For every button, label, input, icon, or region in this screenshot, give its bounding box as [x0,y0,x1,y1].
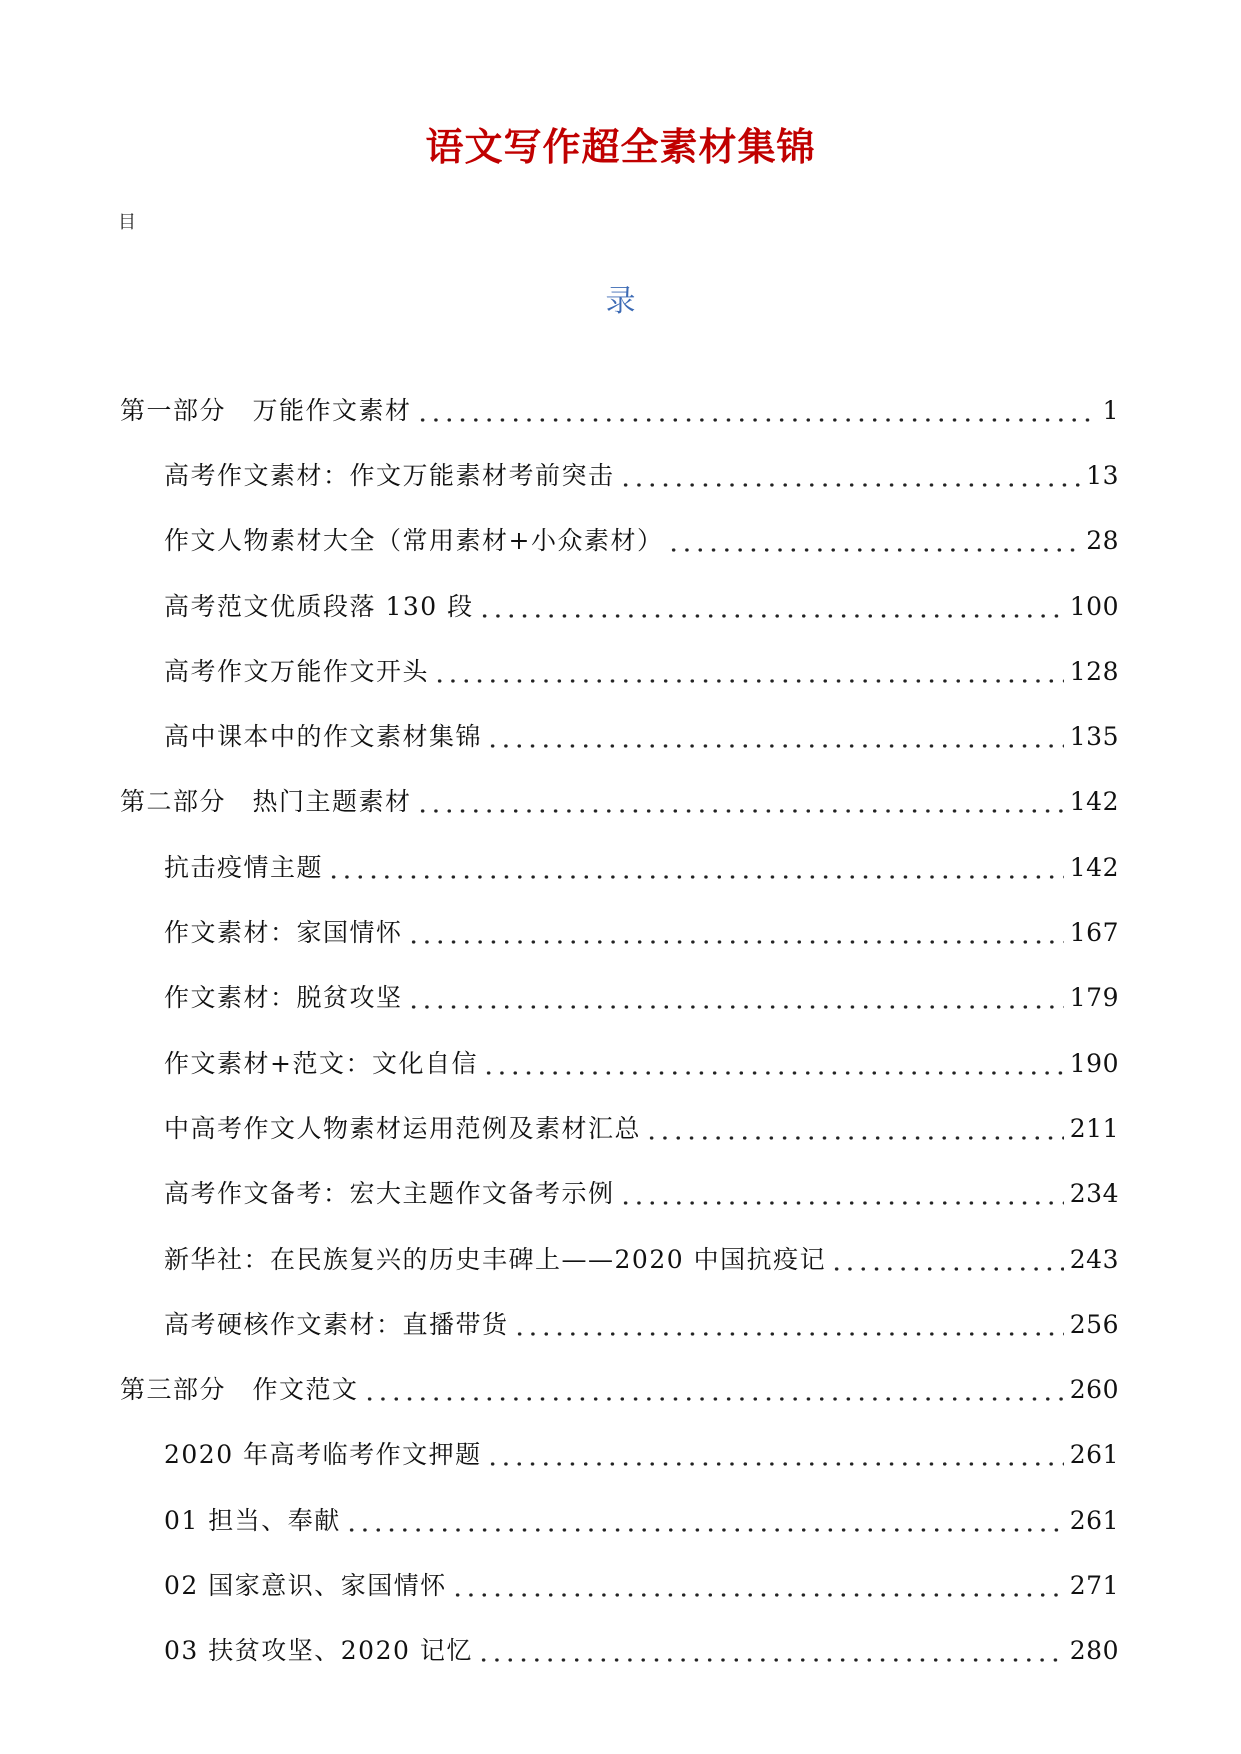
toc-dot-leader [482,1069,1064,1077]
toc-dot-leader [667,546,1080,554]
toc-dot-leader [645,1134,1064,1142]
toc-dot-leader [477,1656,1064,1664]
toc-page-number: 261 [1069,1440,1119,1470]
toc-dot-leader [486,1460,1064,1468]
toc-dot-leader [478,612,1064,620]
toc-page-number: 142 [1069,852,1119,882]
toc-entry-title: 新华社：在民族复兴的历史丰碑上——2020 中国抗疫记 [164,1244,827,1274]
toc-entry[interactable] [0,1096,1241,1161]
toc-entry-title: 作文素材+范文：文化自信 [164,1048,478,1078]
toc-entry-title: 抗击疫情主题 [164,852,324,882]
toc-dot-leader [407,1003,1064,1011]
toc-entry[interactable] [0,1619,1241,1684]
toc-page-number: 28 [1086,526,1119,556]
toc-page-number: 234 [1069,1179,1119,1209]
toc-page-number: 271 [1069,1570,1119,1600]
document-title: 语文写作超全素材集锦 [425,124,816,169]
toc-entry-title: 第一部分 万能作文素材 [120,395,412,425]
toc-entry[interactable] [0,639,1241,704]
toc-dot-leader [451,1591,1064,1599]
toc-entry[interactable] [0,1162,1241,1227]
toc-entry-title: 高考作文素材：作文万能素材考前突击 [164,460,615,490]
toc-entry[interactable] [0,1292,1241,1357]
toc-entry-title: 02 国家意识、家国情怀 [164,1570,447,1600]
toc-entry[interactable] [0,900,1241,965]
toc-entry-title: 高考作文万能作文开头 [164,656,430,686]
toc-page-number: 260 [1069,1375,1119,1405]
toc-heading-part1: 目 [118,212,136,233]
toc-entry[interactable] [0,443,1241,508]
toc-page-number: 179 [1069,983,1119,1013]
table-of-contents [0,378,1241,1684]
toc-page-number: 167 [1069,918,1119,948]
toc-entry-title: 03 扶贫攻坚、2020 记忆 [164,1636,473,1666]
toc-entry-title: 作文人物素材大全（常用素材+小众素材） [164,526,664,556]
toc-page-number: 1 [1102,395,1119,425]
toc-dot-leader [619,1199,1064,1207]
toc-dot-leader [407,938,1064,946]
toc-entry[interactable] [0,1031,1241,1096]
toc-entry-title: 高考硬核作文素材：直播带货 [164,1309,509,1339]
toc-page-number: 261 [1069,1505,1119,1535]
toc-page-number: 100 [1069,591,1119,621]
toc-part-entry[interactable] [0,1357,1241,1422]
toc-entry-title: 2020 年高考临考作文押题 [164,1440,482,1470]
toc-page-number: 128 [1069,656,1119,686]
toc-entry-title: 中高考作文人物素材运用范例及素材汇总 [164,1113,642,1143]
toc-entry-title: 作文素材：家国情怀 [164,918,403,948]
toc-dot-leader [486,742,1064,750]
toc-entry[interactable] [0,835,1241,900]
toc-page-number: 280 [1069,1636,1119,1666]
toc-page-number: 190 [1069,1048,1119,1078]
toc-entry-title: 第二部分 热门主题素材 [120,787,412,817]
toc-entry-title: 01 担当、奉献 [164,1505,341,1535]
toc-page-number: 13 [1086,460,1119,490]
toc-dot-leader [619,481,1081,489]
toc-dot-leader [416,807,1064,815]
toc-entry[interactable] [0,1553,1241,1618]
toc-entry[interactable] [0,1423,1241,1488]
toc-entry-title: 第三部分 作文范文 [120,1375,359,1405]
toc-page-number: 135 [1069,722,1119,752]
toc-page-number: 142 [1069,787,1119,817]
toc-heading-part2: 录 [605,284,636,319]
toc-entry-title: 高中课本中的作文素材集锦 [164,722,483,752]
toc-page-number: 243 [1069,1244,1119,1274]
toc-entry-title: 高考范文优质段落 130 段 [164,591,474,621]
toc-page-number: 211 [1069,1113,1119,1143]
toc-page-number: 256 [1069,1309,1119,1339]
toc-entry[interactable] [0,1227,1241,1292]
toc-dot-leader [830,1265,1064,1273]
toc-part-entry[interactable] [0,378,1241,443]
toc-dot-leader [433,677,1064,685]
toc-entry[interactable] [0,1488,1241,1553]
toc-entry[interactable] [0,509,1241,574]
toc-entry-title: 作文素材：脱贫攻坚 [164,983,403,1013]
toc-dot-leader [416,416,1097,424]
toc-entry[interactable] [0,704,1241,769]
toc-part-entry[interactable] [0,770,1241,835]
toc-dot-leader [345,1526,1064,1534]
toc-dot-leader [513,1330,1064,1338]
toc-entry[interactable] [0,574,1241,639]
toc-dot-leader [327,873,1064,881]
toc-entry-title: 高考作文备考：宏大主题作文备考示例 [164,1179,615,1209]
toc-dot-leader [363,1395,1064,1403]
toc-entry[interactable] [0,966,1241,1031]
